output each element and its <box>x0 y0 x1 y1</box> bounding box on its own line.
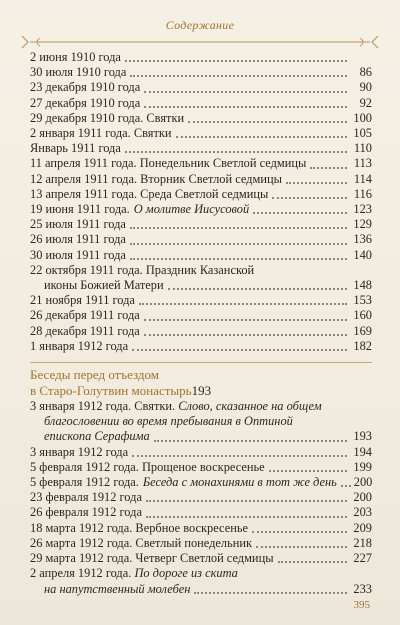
toc-page-number: 129 <box>353 217 372 232</box>
toc-entry <box>30 460 372 475</box>
toc-entry <box>30 156 372 171</box>
toc-section <box>30 362 372 399</box>
toc-entry <box>30 217 372 232</box>
toc-entry <box>30 551 372 566</box>
toc-entry-italic-cont: на напутственный молебен <box>44 581 191 596</box>
toc-entry <box>30 111 372 126</box>
toc-page-number: 92 <box>359 95 372 110</box>
toc-page-number: 116 <box>353 186 372 201</box>
toc-entry-text: 2 января 1911 года. Святки <box>30 126 172 141</box>
toc-page-number: 199 <box>353 459 372 474</box>
toc-entry-italic-cont: благословении во время пребывания в Оптиной <box>44 414 293 429</box>
toc-page-number: 218 <box>353 535 372 550</box>
dot-leader <box>269 469 347 472</box>
dot-leader <box>130 242 347 245</box>
toc-entry-text: 29 декабря 1910 года. Святки <box>30 110 185 125</box>
toc-entry-text: 11 апреля 1911 года. Понедельник Светлой седмицы <box>30 156 307 171</box>
dot-leader <box>125 150 347 153</box>
dot-leader <box>154 439 347 442</box>
toc-entry <box>30 126 372 141</box>
header-title: Содержание <box>165 18 235 32</box>
toc-entry <box>30 308 372 323</box>
toc-page-number: 169 <box>353 323 372 338</box>
toc-entry-italic: Беседа с монахинями в тот же день <box>142 475 337 490</box>
toc-entry <box>30 263 372 293</box>
toc-entry <box>30 324 372 339</box>
section-title-line2 <box>30 383 372 399</box>
dot-leader <box>146 499 347 502</box>
dot-leader <box>168 287 347 290</box>
dot-leader <box>278 560 347 563</box>
toc-page-number: 136 <box>353 232 372 247</box>
toc-page-number: 86 <box>359 65 372 80</box>
toc-entry <box>30 202 372 217</box>
toc-entry-text: 22 октября 1911 года. Праздник Казанской <box>30 262 255 277</box>
toc-page-number: 203 <box>353 505 372 520</box>
toc-entry-italic: По дороге из скита <box>134 566 238 581</box>
dot-leader <box>132 454 347 457</box>
toc-entry-text: 23 декабря 1910 года <box>30 80 141 95</box>
page-number-folio: 395 <box>353 599 370 611</box>
toc-page-number: 200 <box>353 475 373 490</box>
dot-leader <box>256 545 347 548</box>
dot-leader <box>144 90 347 93</box>
toc-entry-text: 26 марта 1912 года. Светлый понедельник <box>30 535 253 550</box>
toc-entry-text: 18 марта 1912 года. Вербное воскресенье <box>30 520 248 535</box>
toc-entry <box>30 521 372 536</box>
toc-entry <box>30 172 372 187</box>
toc-entry-text: 26 декабря 1911 года <box>30 308 140 323</box>
toc-entry-text-cont: иконы Божией Матери <box>44 278 164 293</box>
dot-leader <box>253 211 347 214</box>
dot-leader <box>286 181 347 184</box>
dot-leader <box>130 74 347 77</box>
ornament-rule-icon <box>20 30 380 50</box>
dot-leader <box>130 257 347 260</box>
toc-entry-text: 13 апреля 1911 года. Среда Светлой седмицы <box>30 186 269 201</box>
section-title-line1: Беседы перед отъездом <box>30 367 160 383</box>
toc-list-top <box>30 50 372 263</box>
toc-entry <box>30 339 372 354</box>
toc-page-number: 148 <box>353 278 372 293</box>
toc-entry <box>30 248 372 263</box>
toc-entry-italic-cont: епископа Серафима <box>44 429 150 444</box>
toc-page-number: 193 <box>353 429 372 444</box>
toc-entry <box>30 232 372 247</box>
toc-page-number: 123 <box>353 202 372 217</box>
toc-page-number: 110 <box>353 141 372 156</box>
toc-entry-text: Январь 1911 года <box>30 141 121 156</box>
dot-leader <box>176 135 347 138</box>
toc-entry <box>30 80 372 95</box>
toc-page-number: 194 <box>353 444 372 459</box>
dot-leader <box>125 59 347 62</box>
table-of-contents <box>30 50 372 597</box>
toc-entry <box>30 475 372 490</box>
dot-leader <box>146 515 347 518</box>
toc-entry <box>30 65 372 80</box>
toc-entry-text: 5 февраля 1912 года. Прощеное воскресенье <box>30 459 265 474</box>
section-title-text: в Старо-Голутвин монастырь <box>30 383 192 399</box>
toc-entry <box>30 187 372 202</box>
toc-entry-text: 30 июля 1911 года <box>30 247 126 262</box>
dot-leader <box>188 120 347 123</box>
toc-entry <box>30 293 372 308</box>
toc-list-mid <box>30 293 372 354</box>
dot-leader <box>194 591 347 594</box>
toc-entry-text: 27 декабря 1910 года <box>30 95 141 110</box>
toc-entry-text: 25 июля 1911 года <box>30 217 126 232</box>
toc-page-number: 160 <box>353 308 372 323</box>
toc-page-number: 193 <box>191 383 212 399</box>
toc-entry-italic: О молитве Иисусовой <box>133 202 250 217</box>
toc-entry-text: 5 февраля 1912 года. <box>30 475 139 490</box>
toc-entry-text: 30 июля 1910 года <box>30 65 127 80</box>
toc-page-number: 113 <box>353 156 372 171</box>
toc-entry <box>30 50 372 65</box>
toc-page-number: 227 <box>353 551 372 566</box>
toc-entry-text: 1 января 1912 года <box>30 338 129 353</box>
toc-entry <box>30 96 372 111</box>
dot-leader <box>144 105 347 108</box>
toc-entry-text: 12 апреля 1911 года. Вторник Светлой седмицы <box>30 171 282 186</box>
toc-entry-text: 3 января 1912 года. Святки. <box>30 399 176 414</box>
toc-entry-italic: Слово, сказанное на общем <box>178 399 322 414</box>
toc-page-number: 209 <box>353 520 372 535</box>
toc-entry-text: 19 июня 1911 года. <box>30 202 130 217</box>
toc-entry-text: 2 апреля 1912 года. <box>30 566 132 581</box>
dot-leader <box>252 530 347 533</box>
toc-page-number: 200 <box>353 490 372 505</box>
toc-page-number: 233 <box>353 581 372 596</box>
toc-entry <box>30 536 372 551</box>
toc-page-number: 90 <box>359 80 372 95</box>
dot-leader <box>272 196 347 199</box>
toc-page-number: 140 <box>353 247 372 262</box>
dot-leader <box>341 484 351 487</box>
toc-page-number: 182 <box>353 338 372 353</box>
toc-entry-text: 26 июля 1911 года <box>30 232 126 247</box>
toc-entry <box>30 505 372 520</box>
toc-entry-text: 29 марта 1912 года. Четверг Светлой седмицы <box>30 551 274 566</box>
toc-entry <box>30 399 372 445</box>
toc-entry-text: 23 февраля 1912 года <box>30 490 142 505</box>
toc-list-bottom <box>30 445 372 567</box>
dot-leader <box>139 302 347 305</box>
toc-page-number: 153 <box>353 293 372 308</box>
dot-leader <box>144 318 347 321</box>
dot-leader <box>144 333 347 336</box>
toc-entry-text: 28 декабря 1911 года <box>30 323 140 338</box>
toc-entry-text: 26 февраля 1912 года <box>30 505 142 520</box>
dot-leader <box>132 348 347 351</box>
toc-entry <box>30 566 372 596</box>
running-header <box>20 8 380 48</box>
dot-leader <box>130 226 347 229</box>
toc-entry <box>30 490 372 505</box>
toc-entry-text: 2 июня 1910 года <box>30 50 121 64</box>
toc-entry-text: 3 января 1912 года <box>30 444 129 459</box>
toc-page-number: 114 <box>353 171 372 186</box>
toc-page-number: 105 <box>353 126 372 141</box>
toc-entry-text: 21 ноября 1911 года <box>30 293 135 308</box>
dot-leader <box>310 166 347 169</box>
toc-entry <box>30 141 372 156</box>
toc-page-number: 100 <box>353 110 372 125</box>
toc-entry <box>30 445 372 460</box>
